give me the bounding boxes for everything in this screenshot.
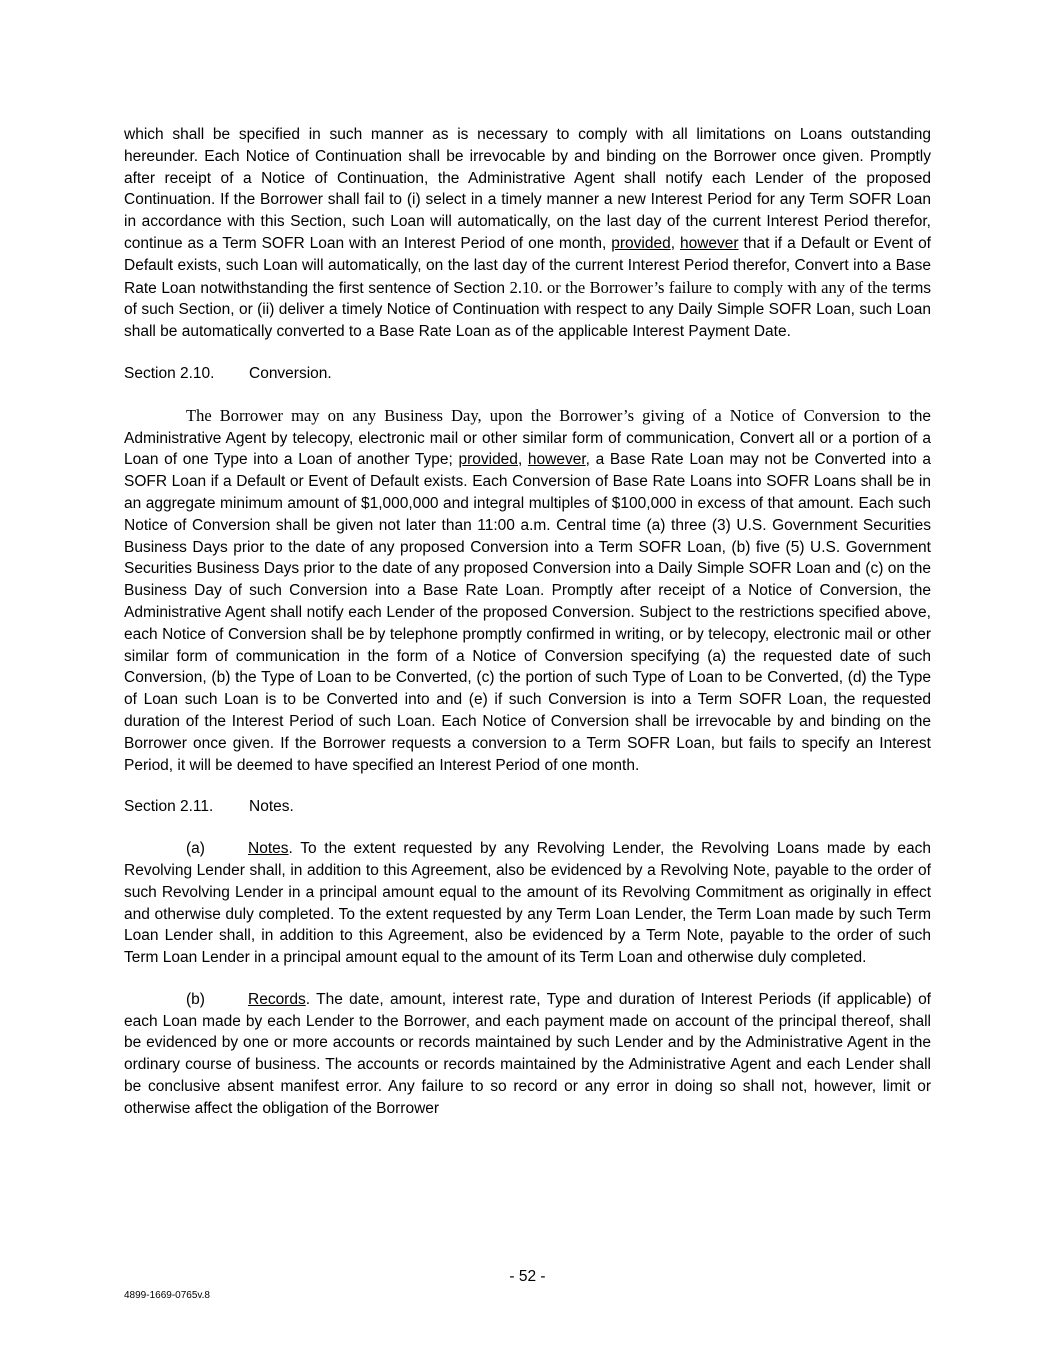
records-subsection-b xyxy=(124,989,931,1120)
however-term: however xyxy=(680,234,739,252)
text-run: to the Administrative Agent by telecopy, electronic mail or other similar form of communication, Convert all or a portion of a Loan of one Type into a Loan of another Type; xyxy=(124,407,931,469)
subsection-heading: Notes xyxy=(248,840,289,858)
text-run: terms of such Section, or (ii) deliver a timely Notice of Continuation with respect to any Daily Simple SOFR Loan, such Loan shall be automatically converted to a Base Rate Loan as of the applicable Interest Payment Date. xyxy=(124,279,931,341)
however-term: however xyxy=(527,451,586,469)
section-2-11-heading xyxy=(124,796,931,818)
text-run: , xyxy=(517,451,528,469)
text-run: . To the extent requested by any Revolving Lender, the Revolving Loans made by each Revolving Lender shall, in addition to this Agreement, also be evidenced by a Revolving Note, payable to the order of such Revolving Lender in a principal amount equal to the amount of its Revolving Commitment as originally in effect and otherwise duly completed. To the extent requested by any Term Loan Lender, the Term Loan made by such Term Loan Lender shall, in addition to this Agreement, also be evidenced by a Term Note, payable to the order of such Term Loan Lender in a principal amount equal to the amount of its Term Loan and otherwise duly completed. xyxy=(124,840,931,967)
text-run: , xyxy=(670,234,680,252)
subsection-label: (a) xyxy=(186,840,205,858)
document-id: 4899-1669-0765v.8 xyxy=(124,1290,210,1301)
section-number: Section 2.10. xyxy=(124,364,215,382)
provided-term: provided xyxy=(458,451,518,469)
section-title: Notes. xyxy=(249,798,294,816)
text-run: which shall be specified in such manner as is necessary to comply with all limitations on Loans outstanding hereunder. Each Notice of Continuation shall be irrevocable by and binding on the Borrower once given. Promptly after receipt of a Notice of Continuation, the Administrative Agent shall notify each Lender of the proposed Continuation. If the Borrower shall fail to (i) select in a timely manner a new Interest Period for any Term SOFR Loan in accordance with this Section, such Loan will automatically, on the last day of the current Interest Period therefor, continue as a Term SOFR Loan with an Interest Period of one month, xyxy=(124,126,931,252)
text-run-serif: 2.10. or the Borrower’s failure to comply with any of the xyxy=(509,277,888,297)
text-run: that if a Default or Event of Default exists, such Loan will automatically, on the last day of the current Interest Period therefor, Convert into a Base Rate Loan notwithstanding the first sentence of Section xyxy=(124,234,931,297)
page-content xyxy=(124,124,931,1120)
conversion-paragraph xyxy=(124,405,931,777)
subsection-heading: Records xyxy=(248,990,306,1008)
subsection-label: (b) xyxy=(186,990,205,1008)
provided-term: provided xyxy=(611,234,671,252)
text-run: . The date, amount, interest rate, Type and duration of Interest Periods (if applicable) of each Loan made by each Lender to the Borrower, and each payment made on account of the principal thereof, shall be evidenced by one or more accounts or records maintained by such Lender and by the Administrative Agent in the ordinary course of business. The accounts or records maintained by the Administrative Agent and each Lender shall be conclusive absent manifest error. Any failure to so record or any error in doing so shall not, however, limit or otherwise affect the obligation of the Borrower xyxy=(124,990,931,1117)
text-run: , a Base Rate Loan may not be Converted into a SOFR Loan if a Default or Event of Default exists. Each Conversion of Base Rate Loans into SOFR Loans shall be in an aggregate minimum amount of $1,000,000 and integral multiples of $100,000 in excess of that amount. Each such Notice of Conversion shall be given not later than 11:00 a.m. Central time (a) three (3) U.S. Government Securities Business Days prior to the date of any proposed Conversion into a Term SOFR Loan, (b) five (5) U.S. Government Securities Business Days prior to the date of any proposed Conversion into a Daily Simple SOFR Loan and (c) on the Business Day of such Conversion into a Base Rate Loan. Promptly after receipt of a Notice of Conversion, the Administrative Agent shall notify each Lender of the proposed Conversion. Subject to the restrictions specified above, each Notice of Conversion shall be by telephone promptly confirmed in writing, or by telecopy, electronic mail or other similar form of communication in the form of a Notice of Conversion specifying (a) the requested date of such Conversion, (b) the Type of Loan to be Converted, (c) the portion of such Type of Loan to be Converted, (d) the Type of Loan such Loan is to be Converted into and (e) if such Conversion is into a Term SOFR Loan, the requested duration of the Interest Period of such Loan. Each Notice of Conversion shall be irrevocable by and binding on the Borrower once given. If the Borrower requests a conversion to a Term SOFR Loan, but fails to specify an Interest Period, it will be deemed to have specified an Interest Period of one month. xyxy=(124,451,931,774)
section-number: Section 2.11. xyxy=(124,798,214,816)
section-title: Conversion. xyxy=(249,364,332,382)
text-run-serif: The Borrower may on any Business Day, upon the Borrower’s giving of a Notice of Conversion xyxy=(186,405,880,425)
page-number: - 52 - xyxy=(509,1268,546,1285)
continuation-paragraph xyxy=(124,124,931,343)
section-2-10-heading xyxy=(124,363,931,385)
notes-subsection-a xyxy=(124,838,931,969)
